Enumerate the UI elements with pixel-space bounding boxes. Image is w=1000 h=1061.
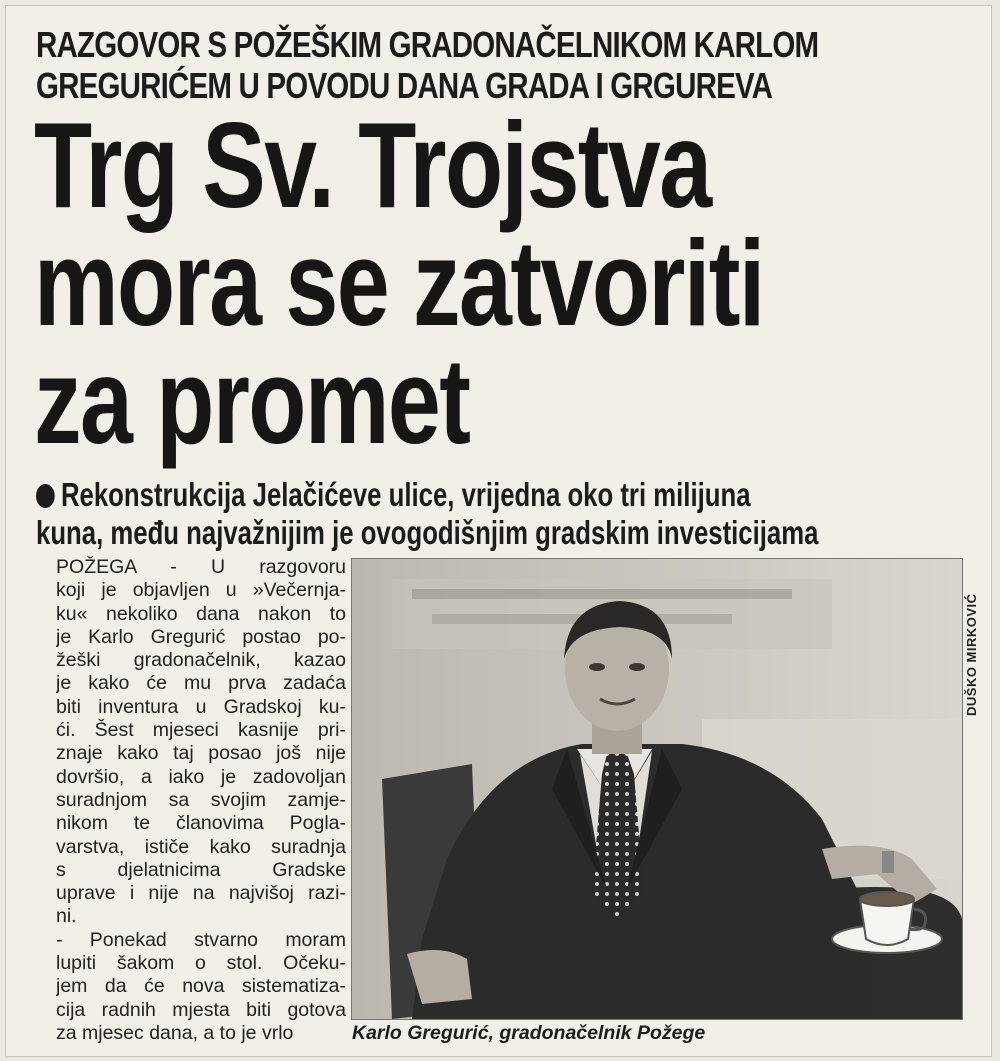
photo-credit [964,566,984,716]
kicker [36,24,819,106]
kicker-line-2: GREGURIĆEM U POVODU DANA GRADA I GRGUREVA [36,65,773,106]
subhead-line-1: Rekonstrukcija Jelačićeve ulice, vrijedna oko tri milijuna [60,476,751,513]
body-line: je Karlo Gregurić postao po- [56,625,346,648]
bullet-icon [36,484,55,508]
body-line: žeški gradonačelnik, kazao [56,649,346,672]
body-line: je kako će mu prva zadaća [56,672,346,695]
body-line: varstva, ističe kako suradnja [56,835,346,858]
photo-credit-text: DUŠKO MIRKOVIĆ [964,593,979,716]
body-line: s djelatnicima Gradske [56,858,346,881]
body-line: ći. Šest mjeseci kasnije pri- [56,719,346,742]
body-line: uprave i nije na najvišoj razi- [56,882,346,905]
portrait-photo [351,558,963,1020]
body-line: POŽEGA - U razgovoru [56,556,346,578]
headline [34,97,970,469]
body-line: znaje kako taj posao još nije [56,742,346,765]
newspaper-clipping [6,6,991,1056]
headline-line-3: za promet [34,333,470,469]
body-line: koji je objavljen u »Večernja- [56,579,346,602]
body-line: - Ponekad stvarno moram [56,928,346,951]
body-line: ni. [56,905,77,928]
body-line: cija radnih mjesta biti gotova [56,998,346,1021]
body-line: biti inventura u Gradskoj ku- [56,695,346,718]
body-line: dovršio, a iako je zadovoljan [56,765,346,788]
headline-line-2: mora se zatvoriti [34,215,764,351]
article-body [56,556,346,1056]
photo-caption: Karlo Gregurić, gradonačelnik Požege [352,1022,706,1044]
body-line: suradnjom sa svojim zamje- [56,788,346,811]
subheadline [36,476,972,552]
body-line: nikom te članovima Pogla- [56,812,346,835]
kicker-line-1: RAZGOVOR S POŽEŠKIM GRADONAČELNIKOM KARLOM [36,24,819,65]
body-line: ku« nekoliko dana nakon to [56,602,346,625]
body-line: jem da će nova sistematiza- [56,975,346,998]
subhead-line-2: kuna, među najvažnijim je ovogodišnjim gradskim investicijama [36,514,819,551]
headline-line-1: Trg Sv. Trojstva [34,97,711,233]
body-line: za mjesec dana, a to je vrlo [56,1021,294,1044]
body-line: lupiti šakom o stol. Očeku- [56,952,346,975]
